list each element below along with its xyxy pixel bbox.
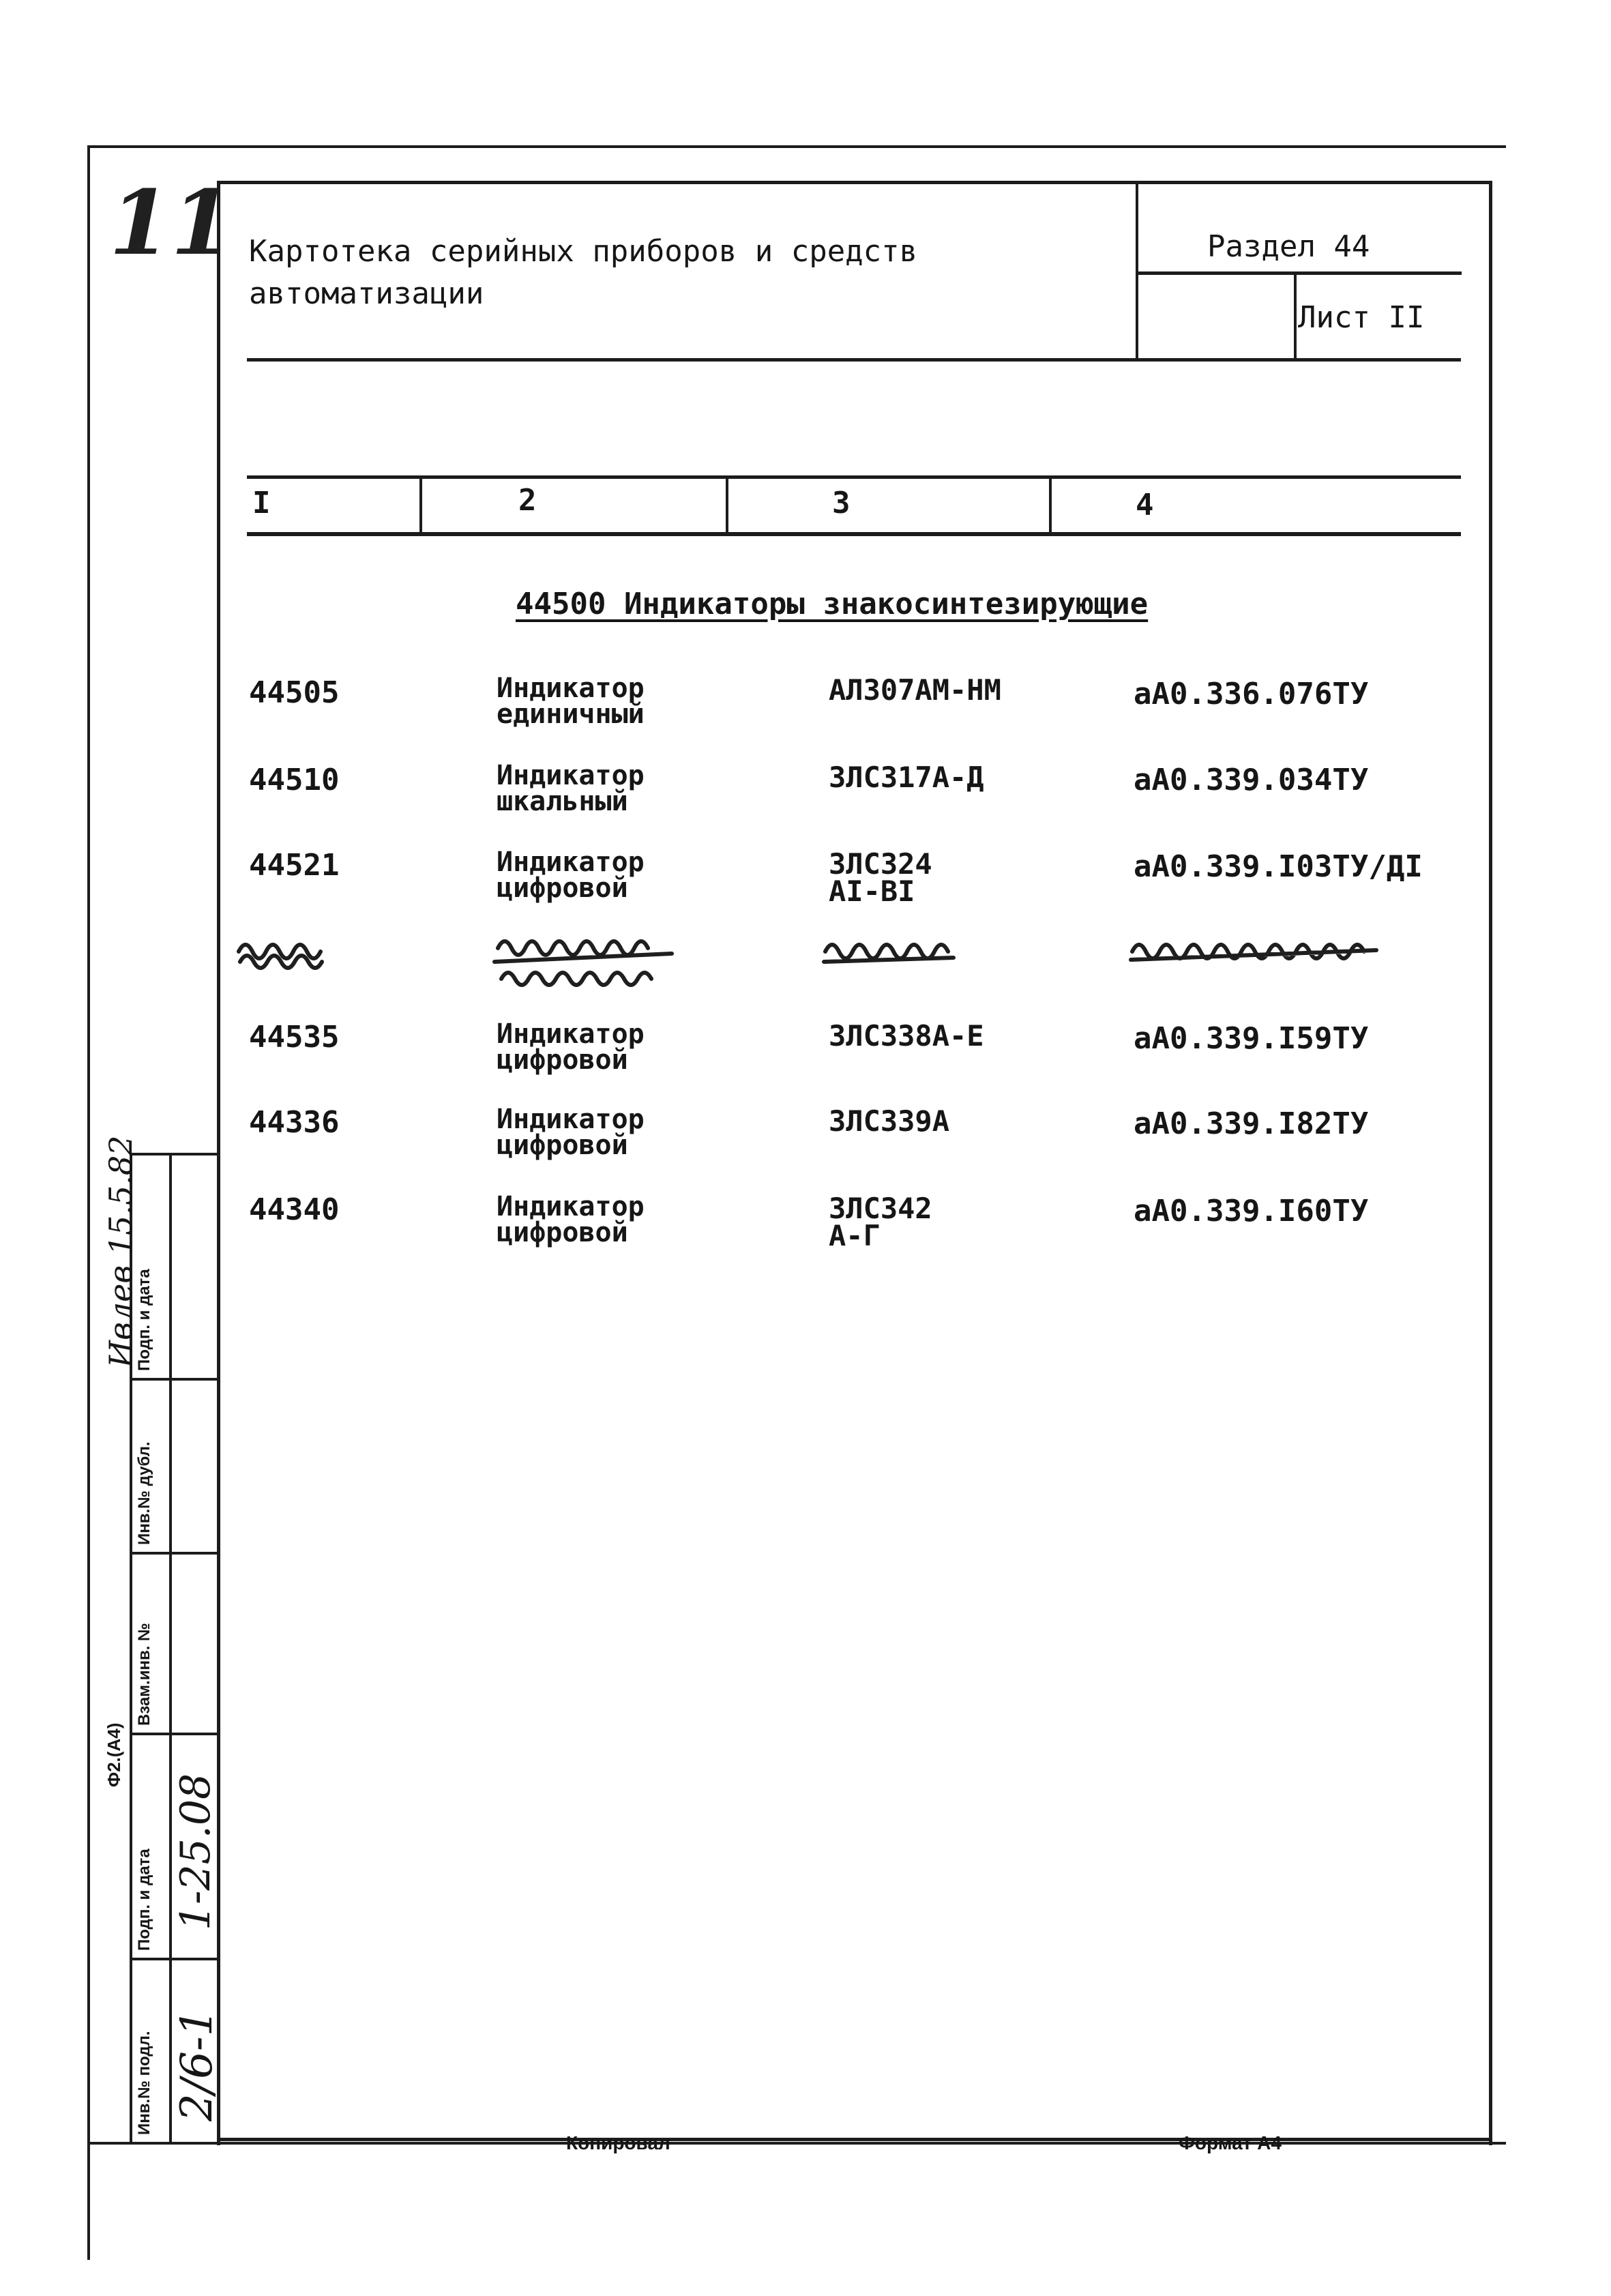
row-name-line-2: цифровой	[497, 872, 628, 904]
row-name-line-1: Индикатор	[497, 1191, 645, 1222]
row-spec: аА0.339.034ТУ	[1134, 763, 1369, 797]
column-number-1: I	[252, 486, 271, 520]
row-name-line-2: единичный	[497, 698, 645, 730]
outer-frame-bottom	[87, 2142, 1506, 2145]
stamp-label-original-inventory: Инв.№ подл.	[135, 2031, 153, 2135]
side-stamp-row-line	[130, 1958, 218, 1960]
row-type-line-1: ЗЛС339А	[829, 1104, 950, 1138]
side-stamp-row-line	[130, 1733, 218, 1735]
row-code: 44535	[249, 1020, 340, 1055]
row-spec: аА0.339.I82ТУ	[1134, 1106, 1369, 1141]
row-code: 44340	[249, 1192, 340, 1227]
row-name-line-1: Индикатор	[497, 1018, 645, 1050]
column-divider-1	[419, 477, 422, 534]
row-type	[829, 761, 984, 794]
row-name-line-1: Индикатор	[497, 673, 645, 704]
row-code: 44505	[249, 675, 340, 710]
columns-top-line	[247, 475, 1461, 479]
stamp-label-replaced-inventory: Взам.инв. №	[135, 1623, 153, 1726]
stamp-label-duplicate-inventory: Инв.№ дубл.	[135, 1441, 153, 1545]
row-type	[829, 847, 932, 908]
sheet-cell-divider	[1294, 273, 1297, 360]
side-stamp-row-line	[130, 1378, 218, 1381]
signature-handwritten: Ивлев 15.5.82	[102, 1135, 139, 1368]
row-type	[829, 1192, 932, 1252]
section-sheet-divider	[1136, 271, 1462, 275]
crossed-out-row	[232, 924, 1405, 999]
row-type	[829, 673, 1001, 707]
page-number-handwritten: 11	[109, 171, 233, 275]
column-number-4: 4	[1136, 488, 1154, 523]
row-name-line-2: цифровой	[497, 1044, 628, 1076]
section-heading: 44500 Индикаторы знакосинтезирующие	[516, 587, 1149, 621]
date-handwritten: 1-25.08	[172, 1773, 220, 1930]
row-name	[497, 847, 645, 904]
column-divider-2	[726, 477, 728, 534]
row-spec: аА0.339.I60ТУ	[1134, 1194, 1369, 1228]
row-code: 44336	[249, 1105, 340, 1140]
row-type	[829, 1019, 984, 1053]
row-name-line-2: цифровой	[497, 1130, 628, 1161]
row-spec: аА0.336.076ТУ	[1134, 677, 1369, 711]
title-bottom-line	[247, 358, 1461, 362]
title-line-1: Картотека серийных приборов и средств	[249, 234, 918, 269]
row-name	[497, 760, 645, 817]
row-spec: аА0.339.I59ТУ	[1134, 1021, 1369, 1056]
column-number-3: 3	[832, 486, 851, 520]
columns-bottom-line	[247, 532, 1461, 536]
row-name-line-1: Индикатор	[497, 760, 645, 791]
scribble-type	[824, 945, 954, 962]
row-type-line-1: ЗЛС342	[829, 1192, 932, 1225]
row-name-line-2: шкальный	[497, 786, 628, 817]
row-name	[497, 1104, 645, 1161]
row-type-line-1: АЛ307АМ-НМ	[829, 673, 1001, 707]
column-number-2: 2	[518, 483, 537, 518]
inner-frame-right	[1489, 181, 1492, 2145]
side-stamp-row-line	[130, 1552, 218, 1555]
row-type-line-1: ЗЛС338А-Е	[829, 1019, 984, 1053]
document-title	[249, 231, 917, 315]
title-line-2: автоматизации	[249, 276, 484, 311]
row-type-line-2: А-Г	[829, 1219, 881, 1252]
format-label: Формат А4	[1179, 2132, 1282, 2153]
stamp-label-sign-date: Подп. и дата	[135, 1849, 153, 1951]
scribble-name	[494, 941, 672, 985]
row-name	[497, 673, 645, 730]
form-code-stamp: Ф2.(А4)	[104, 1722, 124, 1787]
row-code: 44510	[249, 763, 340, 797]
sheet-number: Лист II	[1298, 300, 1425, 335]
row-type-line-1: ЗЛС317А-Д	[829, 761, 984, 794]
section-number: Раздел 44	[1207, 229, 1370, 264]
row-name-line-2: цифровой	[497, 1217, 628, 1248]
stamp-label-sign-date-2: Подп. и дата	[135, 1269, 153, 1371]
scribble-spec	[1131, 945, 1376, 960]
inventory-number-handwritten: 2/6-1	[172, 2008, 222, 2121]
row-type	[829, 1104, 950, 1138]
column-divider-3	[1049, 477, 1052, 534]
scribble-code	[239, 945, 322, 968]
copied-by-label: Копировал	[566, 2132, 670, 2153]
side-stamp-divider-vertical	[169, 1153, 172, 2142]
inner-frame-bottom	[217, 2138, 1492, 2141]
row-name-line-1: Индикатор	[497, 1104, 645, 1135]
row-name-line-1: Индикатор	[497, 847, 645, 878]
outer-frame-left	[87, 145, 90, 2260]
row-name	[497, 1018, 645, 1076]
row-type-line-1: ЗЛС324	[829, 847, 932, 881]
row-name	[497, 1191, 645, 1248]
outer-frame-top	[87, 145, 1506, 148]
row-spec: аА0.339.I03ТУ/ДI	[1134, 849, 1423, 884]
side-stamp-row-line	[130, 1153, 218, 1156]
inner-frame-top	[217, 181, 1492, 184]
row-type-line-2: АI-ВI	[829, 874, 915, 908]
row-code: 44521	[249, 848, 340, 883]
